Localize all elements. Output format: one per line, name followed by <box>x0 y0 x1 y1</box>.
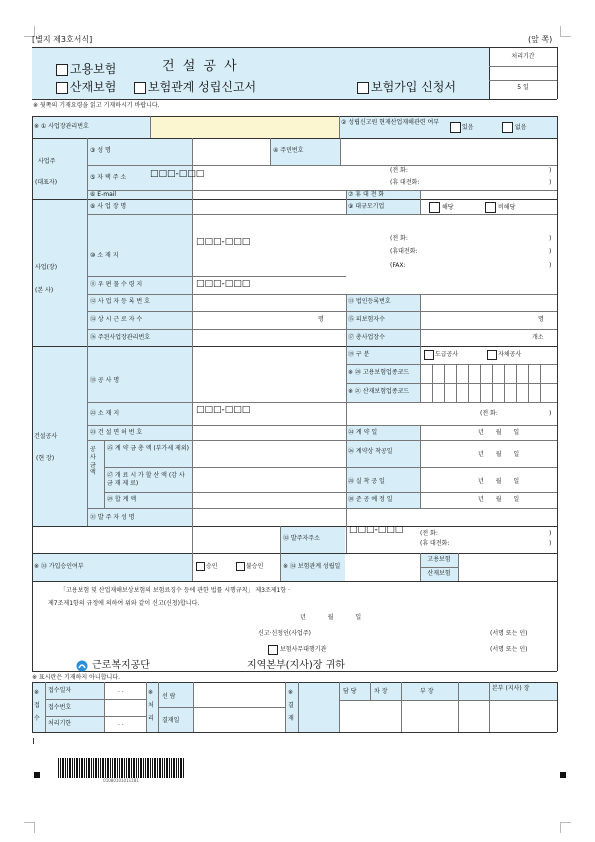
registration-mark <box>560 772 566 778</box>
agent-label: 보험사무대행기관 <box>280 646 327 653</box>
business-name-label: ⑧ 사 업 장 명 <box>90 203 127 210</box>
registration-mark <box>34 772 40 778</box>
prior-label: ② 성립신고원 현재산업재해관련 여부 <box>341 119 440 126</box>
large-yes-checkbox[interactable] <box>429 202 440 213</box>
title-construction: 건 설 공 사 <box>162 59 239 74</box>
paren: ) <box>549 262 552 269</box>
business-zip: □□□-□□□ <box>196 237 251 247</box>
paren: ) <box>549 179 552 186</box>
business-section-sub: (본 사) <box>35 287 54 294</box>
orderer-address-label: ㉜ 발주자주소 <box>283 535 320 542</box>
employer-phone: (전 화: <box>390 167 408 174</box>
head-label: 부 장 <box>420 688 434 695</box>
agency-name: 근로복지공단 <box>92 660 150 671</box>
application-checkbox[interactable] <box>357 82 369 94</box>
barcode-number: 01080101011181 <box>58 779 184 783</box>
construction-section: 건설공사 <box>34 433 58 440</box>
license-label: ㉓ 건 설 면 허 번 호 <box>90 429 143 436</box>
post-zip: □□□-□□□ <box>196 279 251 289</box>
deadline-label: 처리기한 <box>48 720 72 727</box>
employer-id-label: ④ 주민번호 <box>273 147 304 154</box>
business-address-label: ⑩ 소 재 지 <box>90 252 119 259</box>
approval-date-label: 결재일 <box>162 717 180 724</box>
declaration-date: 년 월 일 <box>300 614 362 621</box>
prior-yes-checkbox[interactable] <box>450 122 461 133</box>
sites-unit: 개소 <box>532 334 544 341</box>
prior-yes-label: 있음 <box>462 124 474 131</box>
chief-label: 차 장 <box>374 688 388 695</box>
employer-name-label: ③ 성 명 <box>90 147 111 154</box>
rejected-checkbox[interactable] <box>236 562 245 571</box>
business-mobile: (휴대전화: <box>390 248 418 255</box>
received-dots: . . <box>118 687 124 694</box>
crop-mark <box>560 26 571 37</box>
agency-branch: 지역본부(지사)장 귀하 <box>247 660 345 671</box>
main-mgmt-label: ⑯ 주된사업장관리번호 <box>90 334 151 341</box>
accident-insurance-checkbox[interactable] <box>56 82 68 94</box>
title-accident: 산재보험 <box>70 80 117 94</box>
mgmt-no-label: ※ ① 사업장관리번호 <box>34 123 89 130</box>
large-company-label: ⑨ 대규모기업 <box>348 203 385 210</box>
rejected-label: 불승인 <box>246 563 264 570</box>
title-application: 보험가입 신청서 <box>371 80 456 94</box>
insured-unit: 명 <box>538 316 544 323</box>
declaration-line2: 제7조제1항의 규정에 의하여 위와 같이 신고(신청)합니다. <box>48 600 200 607</box>
type-accident: 산재보험 <box>427 570 451 577</box>
site-phone: (전 화: <box>480 410 498 417</box>
amount-group-label: 공사금액 <box>90 446 96 477</box>
declarant-label: 신고·신청인(사업주) <box>258 630 311 637</box>
paren: ) <box>549 540 552 547</box>
mgmt-no-field[interactable] <box>150 116 339 138</box>
acc-code-label: ※ ㉑ 산재보험업종코드 <box>348 388 410 395</box>
sign-column-label: ※ 결 재 <box>288 689 294 723</box>
subcontract-label: 도급공사 <box>435 351 459 358</box>
construction-name-label: ⑱ 공 사 명 <box>90 377 120 384</box>
site-address-label: ㉒ 소 재 지 <box>90 410 120 417</box>
staff-label: 담 당 <box>343 688 357 695</box>
paren: ) <box>549 167 552 174</box>
branch-head-label: 본부 (지사) 장 <box>492 685 530 692</box>
sites-label: ⑰ 총사업장수 <box>348 334 385 341</box>
paren: ) <box>549 410 552 417</box>
start-date-fmt: 년 월 일 <box>478 451 520 458</box>
orderer-zip: □□□-□□□ <box>349 525 404 535</box>
large-no-checkbox[interactable] <box>485 202 496 213</box>
finish-label: ㉚ 준 공 예 정 일 <box>348 496 393 503</box>
business-section: 사업(장) <box>35 264 58 271</box>
self-construction-checkbox[interactable] <box>487 350 497 360</box>
agency-logo-icon <box>76 660 88 672</box>
instruction-note: ※ 뒷쪽의 기재요령을 읽고 기재하시기 바랍니다. <box>33 102 160 109</box>
employer-email-label: ⑥ E-mail <box>90 191 117 198</box>
workers-label: ⑭ 상 시 근 로 자 수 <box>90 316 143 323</box>
paren: ) <box>549 235 552 242</box>
orderer-mobile: (휴 대전화: <box>420 540 450 547</box>
actual-start-label: ㉘ 실 착 공 일 <box>348 478 385 485</box>
large-yes-label: 해당 <box>442 204 454 211</box>
crop-mark <box>24 822 35 833</box>
start-date-label: ㉖ 계약상 착공일 <box>348 448 393 455</box>
viewer-label: 선 람 <box>162 693 176 700</box>
employment-insurance-checkbox[interactable] <box>56 64 68 76</box>
amount2-label: ㉗ 개 료 시 가 할 산 액 (감 사 금 재 제 료) <box>107 472 185 488</box>
large-no-label: 비해당 <box>498 204 516 211</box>
business-phone: (전 화: <box>390 235 408 242</box>
self-construction-label: 자체공사 <box>498 351 522 358</box>
prior-no-checkbox[interactable] <box>502 122 513 133</box>
insured-label: ⑮ 피보험자수 <box>348 316 385 323</box>
employer-section-sub: (대표자) <box>35 179 58 186</box>
form-id: [별지 제3호서식] <box>32 35 93 44</box>
title-employment: 고용보험 <box>70 62 117 76</box>
page-side: (앞 쪽) <box>528 35 553 44</box>
report-checkbox[interactable] <box>134 82 146 94</box>
deadline-dots: . . <box>118 720 124 727</box>
employer-address-label: ⑤ 자 택 주 소 <box>90 174 127 181</box>
agent-checkbox[interactable] <box>268 645 278 655</box>
total-label: ㉙ 합 계 액 <box>107 496 137 503</box>
paren: ) <box>549 530 552 537</box>
finish-fmt: 년 월 일 <box>478 496 520 503</box>
kind-label: ⑲ 구 분 <box>348 351 370 358</box>
contract-date-fmt: 년 월 일 <box>478 429 520 436</box>
employer-zip: □□□-□□□ <box>150 169 205 179</box>
regno-label: ⑫ 사 업 자 등 록 번 호 <box>90 298 150 305</box>
orderer-name-label: ㉛ 발 주 자 성 명 <box>90 514 135 521</box>
type-employment: 고용보험 <box>427 556 451 563</box>
paren: ) <box>549 248 552 255</box>
agent-sign: (서명 또는 인) <box>490 646 528 653</box>
establish-date-label: ※ ㉞ 보험관계 성립일 <box>283 563 341 570</box>
actual-start-fmt: 년 월 일 <box>478 478 520 485</box>
approved-checkbox[interactable] <box>196 562 205 571</box>
received-date-label: 접수일자 <box>48 687 72 694</box>
subcontract-checkbox[interactable] <box>424 350 434 360</box>
title-report: 보험관계 성립신고서 <box>148 80 257 94</box>
employer-mobile: (휴 대전화: <box>390 179 420 186</box>
receipt-no-label: 접수번호 <box>48 704 72 711</box>
receipt-column-label: ※ 접 수 <box>34 689 40 723</box>
process-period-value: 5 일 <box>517 84 529 91</box>
declaration-line1: 「고용보험 및 산업재해보상보험의 보험료징수 등에 관한 법률 시행규칙」 제3조제1항 · <box>60 587 290 594</box>
approved-label: 승인 <box>206 563 218 570</box>
orderer-phone: (전 화: <box>420 530 438 537</box>
crop-mark <box>560 822 571 833</box>
contract-date-label: ㉔ 계 약 일 <box>348 429 378 436</box>
process-period-label: 처리기간 <box>511 53 535 60</box>
construction-section-sub: (현 장) <box>36 455 55 462</box>
corpno-label: ⑬ 법인등록번호 <box>348 298 391 305</box>
employer-section: 사업주 <box>38 158 56 165</box>
business-fax: (FAX: <box>390 262 406 269</box>
emp-code-label: ※ ⑳ 고용보험업종코드 <box>348 369 410 376</box>
post-label: ⑪ 우 편 물 수 령 지 <box>90 281 143 288</box>
employer-mobile-label: ⑦ 휴 대 전 화 <box>348 191 385 198</box>
prior-no-label: 없음 <box>515 124 527 131</box>
bottom-note: ※ 표시란은 기재하지 아니합니다. <box>32 674 121 681</box>
amount1-label: ㉕ 계 약 금 총 액 (부가세 제외) <box>107 445 189 452</box>
workers-unit: 명 <box>318 316 324 323</box>
approval-label: ※ ㉝ 가입승인여부 <box>34 563 84 570</box>
site-zip: □□□-□□□ <box>196 405 251 415</box>
declarant-sign: (서명 또는 인) <box>490 630 528 637</box>
process-column-label: ※ 처 리 <box>148 689 154 723</box>
